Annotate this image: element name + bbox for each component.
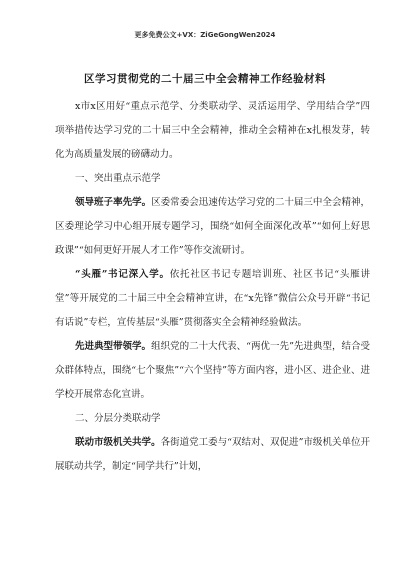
paragraph-lead: 联动市级机关共学。 [75, 437, 161, 448]
paragraph-text: 依托社区书记专题培训班、社区书记“头雁讲堂”等开展党的二十届三中全会精神宣讲，在“x先锋”微信公众号开辟“书记有话说”专栏，宣传基层“头雁”贯彻落实全会精神经验做法。 [55, 269, 370, 328]
paragraph-lead: 先进典型带领学。 [75, 341, 152, 352]
paragraph-models [55, 335, 370, 407]
paragraph-municipal [55, 431, 370, 479]
watermark-text: 更多免费公文+VX：ZiGeGongWen2024 [134, 31, 276, 39]
section-heading-1: 一、突出重点示范学 [75, 173, 161, 184]
paragraph-lead: 领导班子率先学。 [75, 197, 152, 208]
paragraph-secretary [55, 263, 370, 335]
section-heading-2: 二、分层分类联动学 [75, 413, 161, 424]
intro-paragraph: x市x区用好“重点示范学、分类联动学、灵活运用学、学用结合学”四项举措传达学习党的二十届三中全会精神，推动全会精神在x扎根发芽，转化为高质量发展的磅礴动力。 [55, 101, 370, 160]
paragraph-text: 区委常委会迅速传达学习党的二十届三中全会精神，区委理论学习中心组开展专题学习，围绕“如何全面深化改革”“如何上好思政课”“如何更好开展人才工作”等作交流研讨。 [55, 197, 370, 256]
paragraph-text: 组织党的二十大代表、“两优一先”先进典型，结合受众群体特点，围绕“七个聚焦”“六个坚持”等方面内容，进小区、进企业、进学校开展常态化宣讲。 [55, 341, 370, 400]
document-title: 区学习贯彻党的二十届三中全会精神工作经验材料 [84, 73, 326, 85]
paragraph-leadership [55, 191, 370, 263]
document-body [55, 95, 370, 479]
paragraph-text: 各街道党工委与“双结对、双促进”市级机关单位开展联动共学，制定“同学共行”计划， [55, 437, 370, 472]
paragraph-lead: “头雁”书记深入学。 [75, 269, 170, 280]
